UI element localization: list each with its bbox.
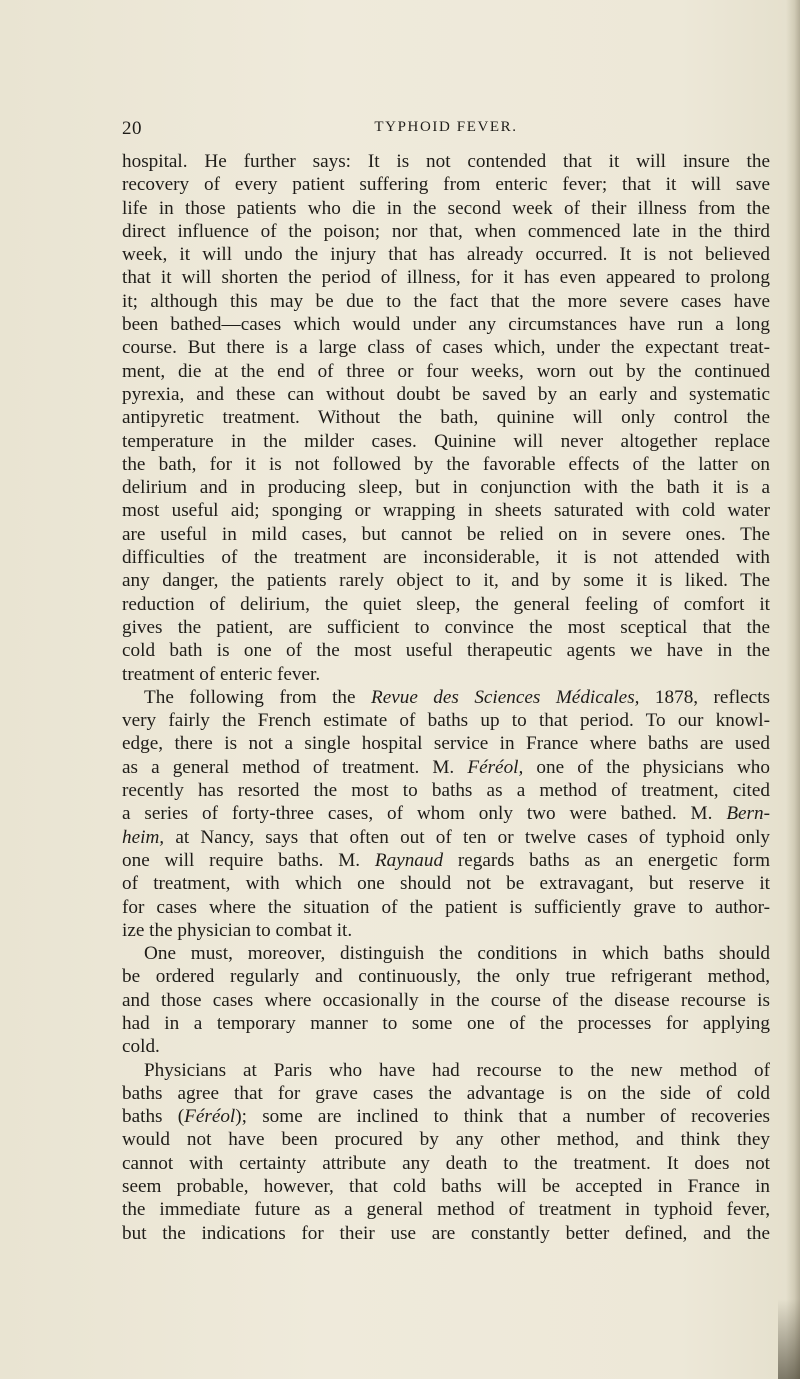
- text-line: be ordered regularly and continuously, the only true refrigerant method,: [122, 966, 770, 988]
- page-header: [122, 118, 770, 142]
- text-line: [122, 1105, 770, 1128]
- text-line: the immediate future as a general method of treatment in typhoid fever,: [122, 1199, 770, 1221]
- text-line: would not have been procured by any other method, and think they: [122, 1129, 770, 1151]
- text-line: [122, 802, 770, 825]
- text-fragment: 1878, reflects: [654, 686, 770, 708]
- author-name: Raynaud: [374, 849, 444, 871]
- text-line: been bathed—cases which would under any circumstances have run a long: [122, 314, 770, 336]
- text-line: had in a temporary manner to some one of the processes for applying: [122, 1012, 770, 1034]
- text-line: week, it will undo the injury that has already occurred. It is not believed: [122, 244, 770, 266]
- author-name: Bern-: [726, 803, 770, 825]
- text-line: baths agree that for grave cases the advantage is on the side of cold: [122, 1082, 770, 1104]
- text-line: direct influence of the poison; nor that, when commenced late in the third: [122, 220, 770, 242]
- text-fragment: one of the physicians who: [536, 756, 770, 778]
- text-line: life in those patients who die in the second week of their illness from the: [122, 197, 770, 219]
- text-line: it; although this may be due to the fact that the more severe cases have: [122, 290, 770, 312]
- text-fragment: regards baths as an energetic form: [457, 849, 770, 871]
- text-line: [122, 826, 770, 849]
- text-line: treatment of enteric fever.: [122, 663, 321, 685]
- text-line: are useful in mild cases, but cannot be relied on in severe ones. The: [122, 523, 770, 545]
- body-text: [122, 150, 770, 1245]
- text-line: but the indications for their use are constantly better defined, and the: [122, 1222, 770, 1244]
- text-line: any danger, the patients rarely object to it, and by some it is liked. The: [122, 570, 770, 592]
- text-line: cold bath is one of the most useful therapeutic agents we have in the: [122, 640, 770, 662]
- text-fragment: ); some are inclined to think that a number of recoveries: [235, 1106, 770, 1128]
- text-line: antipyretic treatment. Without the bath, quinine will only control the: [122, 407, 770, 429]
- author-name: Féréol: [184, 1106, 236, 1128]
- text-line: for cases where the situation of the patient is sufficiently grave to author-: [122, 896, 770, 918]
- page-number: 20: [122, 118, 142, 139]
- text-line: pyrexia, and these can without doubt be saved by an early and systematic: [122, 383, 770, 405]
- text-fragment: a series of forty-three cases, of whom only two were bathed. M.: [122, 803, 713, 825]
- text-line: cannot with certainty attribute any death to the treatment. It does not: [122, 1152, 770, 1174]
- text-line: gives the patient, are sufficient to convince the most sceptical that the: [122, 616, 770, 638]
- text-line: difficulties of the treatment are inconsiderable, it is not attended with: [122, 547, 770, 569]
- text-line: that it will shorten the period of illness, for it has even appeared to prolong: [122, 267, 770, 289]
- text-fragment: The following from the: [144, 686, 356, 708]
- text-line: of treatment, with which one should not be extravagant, but reserve it: [122, 873, 770, 895]
- text-line: recently has resorted the most to baths as a method of treatment, cited: [122, 780, 770, 802]
- text-line: [122, 686, 770, 709]
- running-title: TYPHOID FEVER.: [374, 119, 518, 135]
- page-edge-shadow: [786, 0, 800, 1379]
- journal-title: Revue des Sciences Médicales,: [370, 686, 640, 708]
- text-line: edge, there is not a single hospital service in France where baths are used: [122, 733, 770, 755]
- text-fragment: baths (: [122, 1106, 185, 1128]
- text-line: Physicians at Paris who have had recourse to the new method of: [144, 1059, 770, 1081]
- text-line: temperature in the milder cases. Quinine will never altogether replace: [122, 430, 770, 452]
- page-corner-shadow: [778, 1299, 800, 1379]
- text-line: cold.: [122, 1036, 160, 1058]
- text-line: ment, die at the end of three or four weeks, worn out by the continued: [122, 360, 770, 382]
- text-line: [122, 756, 770, 779]
- text-line: hospital. He further says: It is not contended that it will insure the: [122, 151, 770, 172]
- text-line: One must, moreover, distinguish the conditions in which baths should: [144, 943, 770, 965]
- text-line: reduction of delirium, the quiet sleep, the general feeling of comfort it: [122, 593, 770, 615]
- text-line: ize the physician to combat it.: [122, 919, 353, 941]
- text-line: recovery of every patient suffering from enteric fever; that it will save: [122, 174, 770, 196]
- text-fragment: one will require baths. M.: [122, 849, 361, 871]
- text-line: most useful aid; sponging or wrapping in sheets saturated with cold water: [122, 500, 770, 522]
- text-line: course. But there is a large class of cases which, under the expectant treat-: [122, 337, 770, 359]
- text-fragment: at Nancy, says that often out of ten or twelve cases of typhoid only: [175, 826, 770, 848]
- text-fragment: as a general method of treatment. M.: [122, 756, 455, 778]
- text-line: the bath, for it is not followed by the favorable effects of the latter on: [122, 453, 770, 475]
- text-line: seem probable, however, that cold baths will be accepted in France in: [122, 1176, 770, 1198]
- text-line: very fairly the French estimate of baths up to that period. To our knowl-: [122, 710, 770, 732]
- text-line: and those cases where occasionally in the course of the disease recourse is: [122, 989, 770, 1011]
- author-name: Féréol,: [467, 756, 524, 778]
- author-name: heim,: [122, 826, 165, 848]
- text-line: [122, 849, 770, 872]
- text-line: delirium and in producing sleep, but in conjunction with the bath it is a: [122, 477, 770, 499]
